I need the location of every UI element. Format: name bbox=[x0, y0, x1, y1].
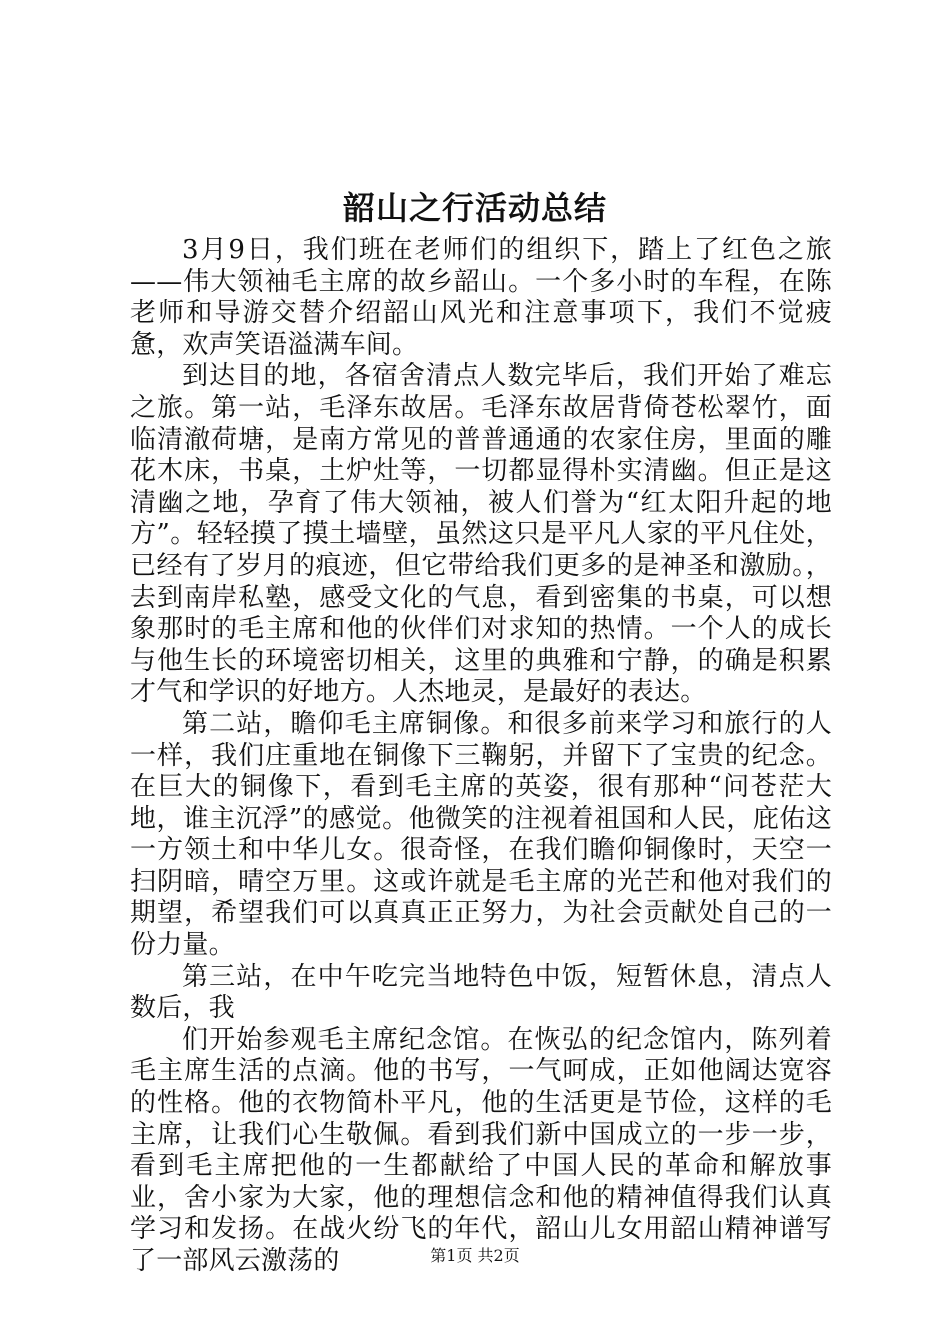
paragraph-3: 第二站，瞻仰毛主席铜像。和很多前来学习和旅行的人一样，我们庄重地在铜像下三鞠躬，并留下了宝贵的纪念。在巨大的铜像下，看到毛主席的英姿，很有那种“问苍茫大地，谁主沉浮”的感觉。他微笑的注视着祖国和人民，庇佑这一方领土和中华儿女。很奇怪，在我们瞻仰铜像时，天空一扫阴暗，晴空万里。这或许就是毛主席的光芒和他对我们的期望，希望我们可以真真正正努力，为社会贡献处自己的一份力量。 bbox=[130, 708, 832, 961]
paragraph-1: 3月9日，我们班在老师们的组织下，踏上了红色之旅——伟大领袖毛主席的故乡韶山。一个多小时的车程，在陈老师和导游交替介绍韶山风光和注意事项下，我们不觉疲惫，欢声笑语溢满车间。 bbox=[130, 235, 832, 360]
paragraph-2: 到达目的地，各宿舍清点人数完毕后，我们开始了难忘之旅。第一站，毛泽东故居。毛泽东故居背倚苍松翠竹，面临清澈荷塘，是南方常见的普普通通的农家住房，里面的雕花木床，书桌，土炉灶等，一切都显得朴实清幽。但正是这清幽之地，孕育了伟大领袖，被人们誉为“红太阳升起的地方”。轻轻摸了摸土墙壁，虽然这只是平凡人家的平凡住处，已经有了岁月的痕迹，但它带给我们更多的是神圣和激励。，去到南岸私塾，感受文化的气息，看到密集的书桌，可以想象那时的毛主席和他的伙伴们对求知的热情。一个人的成长与他生长的环境密切相关，这里的典雅和宁静，的确是积累才气和学识的好地方。人杰地灵，是最好的表达。 bbox=[130, 361, 832, 708]
page-number-footer: 第1页 共2页 bbox=[430, 1246, 520, 1265]
paragraph-4: 第三站，在中午吃完当地特色中饭，短暂休息，清点人数后，我 bbox=[130, 961, 832, 1024]
paragraph-5: 们开始参观毛主席纪念馆。在恢弘的纪念馆内，陈列着毛主席生活的点滴。他的书写，一气呵成，正如他阔达宽容的性格。他的衣物简朴平凡，他的生活更是节俭，这样的毛主席，让我们心生敬佩。看到我们新中国成立的一步一步，看到毛主席把他的一生都献给了中国人民的革命和解放事业，舍小家为大家，他的理想信念和他的精神值得我们认真学习和发扬。在战火纷飞的年代，韶山儿女用韶山精神谱写了一部风云激荡的 bbox=[130, 1024, 832, 1276]
document-body bbox=[130, 235, 832, 1278]
document-title: 韶山之行活动总结 bbox=[342, 189, 607, 227]
